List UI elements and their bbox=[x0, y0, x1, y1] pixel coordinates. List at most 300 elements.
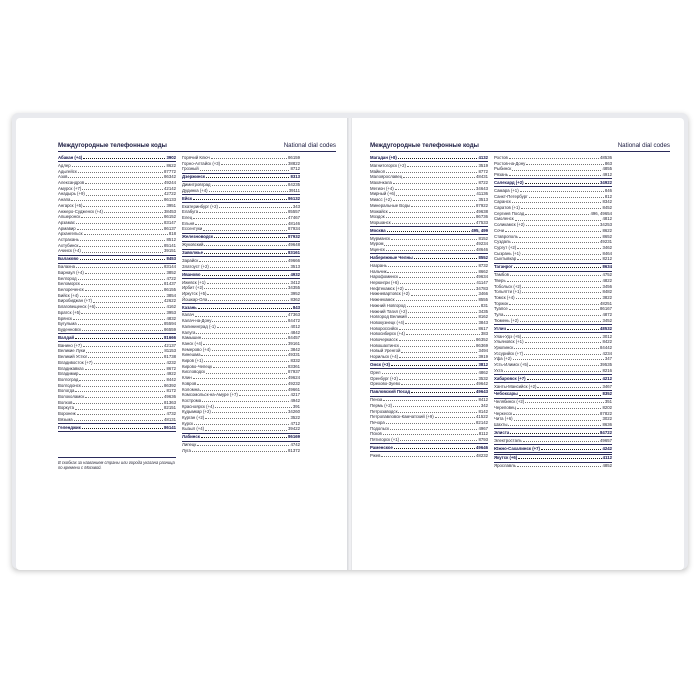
dial-code: 39422 bbox=[288, 426, 300, 432]
dot-leader bbox=[393, 403, 480, 407]
city-name: Дзержинск bbox=[182, 174, 206, 180]
dial-code: 81437 bbox=[164, 281, 176, 287]
codes-column bbox=[494, 155, 612, 469]
header-title-ru: Междугородные телефонные коды bbox=[58, 142, 167, 149]
dial-code: 8422 bbox=[602, 339, 612, 345]
dial-code: 8793 bbox=[478, 437, 488, 443]
city-name: Великие Луки bbox=[58, 348, 86, 354]
dial-code: 47467 bbox=[288, 215, 300, 221]
dial-code: 8464 bbox=[602, 250, 612, 256]
city-name: Калининград (-1) bbox=[182, 323, 216, 329]
dial-code: 41522 bbox=[476, 414, 488, 420]
dial-code: 8313 bbox=[290, 174, 300, 180]
dial-code: 8152 bbox=[478, 235, 488, 241]
dot-leader bbox=[104, 209, 163, 213]
dot-leader bbox=[517, 245, 601, 249]
city-name: Геленджик bbox=[58, 424, 81, 430]
city-name: Калач-на-Дону bbox=[182, 318, 212, 324]
city-name: Арзамас bbox=[58, 219, 76, 225]
dial-code: 4012 bbox=[290, 323, 300, 329]
city-name: Курск bbox=[182, 420, 194, 426]
city-name: Нижнекамск bbox=[370, 297, 395, 303]
dot-leader bbox=[392, 220, 475, 224]
dial-code: 4242 bbox=[602, 445, 612, 451]
dot-leader bbox=[196, 330, 289, 334]
dot-leader bbox=[73, 316, 166, 320]
city-name: Горячий Ключ bbox=[182, 155, 210, 160]
dot-leader bbox=[514, 345, 599, 349]
dot-leader bbox=[411, 203, 475, 207]
dial-code: 496, 49654 bbox=[590, 210, 612, 216]
city-name: Железноводск bbox=[182, 234, 214, 240]
city-code-row bbox=[182, 166, 300, 172]
timezone-note: В скобках за названием страны или города указана разница по времени с Москвой. bbox=[58, 457, 176, 470]
dot-leader bbox=[507, 326, 599, 330]
city-name: Электросталь bbox=[494, 437, 522, 443]
dial-code: 863 bbox=[604, 160, 612, 166]
dot-leader bbox=[80, 256, 166, 260]
city-code-row bbox=[58, 327, 176, 333]
dot-leader bbox=[386, 169, 477, 173]
dot-leader bbox=[387, 228, 471, 232]
city-name: Ростов-на-Дону bbox=[494, 160, 526, 166]
dot-leader bbox=[512, 199, 602, 203]
city-name: Тула bbox=[494, 312, 504, 318]
dial-code: 8622 bbox=[166, 162, 176, 168]
city-name: Хабаровск (+7) bbox=[494, 375, 526, 381]
city-name: Елабуга bbox=[182, 209, 199, 215]
dot-leader bbox=[205, 415, 289, 419]
dial-code: 8452 bbox=[602, 205, 612, 210]
header-title-en: National dial codes bbox=[617, 142, 670, 149]
dial-code: 3462 bbox=[602, 244, 612, 250]
city-name: Вологда bbox=[58, 388, 75, 394]
dial-code: 3854 bbox=[166, 292, 176, 298]
dial-code: 49234 bbox=[476, 241, 488, 247]
dot-leader bbox=[527, 376, 602, 380]
city-name: Туапсе bbox=[494, 306, 508, 312]
city-name: Саратов (+1) bbox=[494, 205, 520, 210]
city-name: Ржев bbox=[370, 452, 381, 458]
city-name: Новый Уренгой bbox=[370, 348, 401, 354]
dot-leader bbox=[202, 335, 287, 339]
dot-leader bbox=[517, 463, 602, 467]
dial-code: 87937 bbox=[288, 369, 300, 375]
city-code-row bbox=[58, 417, 176, 423]
dial-code: 49638 bbox=[476, 208, 488, 214]
dial-code: 48646 bbox=[476, 247, 488, 253]
city-name: Армавир bbox=[58, 225, 76, 231]
city-code-row bbox=[370, 220, 488, 226]
city-name: Шахты bbox=[494, 422, 508, 428]
dial-code: 8162 bbox=[478, 314, 488, 320]
dial-code: 3852 bbox=[166, 269, 176, 275]
dial-code: 843 bbox=[292, 304, 300, 310]
dot-leader bbox=[383, 431, 478, 435]
dial-code: 34253 bbox=[600, 222, 612, 228]
dot-leader bbox=[396, 191, 475, 195]
city-name: Кызыл (+4) bbox=[182, 426, 205, 432]
dot-leader bbox=[388, 263, 478, 267]
dot-leader bbox=[396, 297, 478, 301]
city-name: Нижний Новгород bbox=[370, 302, 406, 308]
city-name: Псков bbox=[370, 431, 382, 437]
city-name: Саранск bbox=[494, 199, 511, 205]
entry-separator bbox=[58, 431, 176, 432]
city-name: Брянск bbox=[58, 315, 72, 321]
dial-code: 34783 bbox=[476, 285, 488, 291]
dial-code: 48536 bbox=[600, 155, 612, 160]
dial-code: 86559 bbox=[164, 326, 176, 332]
dial-code: 3012 bbox=[602, 333, 612, 339]
dot-leader bbox=[504, 312, 601, 316]
city-name: Заволжье bbox=[182, 250, 203, 256]
city-name: Нижневартовск (+2) bbox=[370, 291, 410, 297]
city-name: Орел bbox=[370, 369, 381, 375]
dot-leader bbox=[86, 348, 163, 352]
dial-code: 3466 bbox=[478, 291, 488, 297]
dot-leader bbox=[203, 341, 287, 345]
city-name: Анапа bbox=[58, 197, 71, 203]
dot-leader bbox=[525, 211, 589, 215]
dial-code: 8412 bbox=[478, 397, 488, 403]
city-name: Минеральные Воды bbox=[370, 202, 411, 208]
dot-leader bbox=[510, 272, 602, 276]
city-code-row bbox=[494, 172, 612, 178]
dial-code: 3412 bbox=[290, 279, 300, 285]
city-name: Санкт-Петербург bbox=[494, 193, 528, 199]
city-code-row bbox=[494, 376, 612, 382]
city-code-row bbox=[370, 362, 488, 368]
city-name: Благовещенск (+6) bbox=[58, 304, 96, 310]
city-name: Соликамск (+2) bbox=[494, 222, 525, 228]
dot-leader bbox=[195, 221, 287, 225]
city-code-row bbox=[182, 297, 300, 303]
codes-columns bbox=[370, 155, 670, 469]
dot-leader bbox=[509, 172, 601, 176]
city-name: Ковров bbox=[182, 380, 197, 386]
dial-code: 8202 bbox=[602, 405, 612, 410]
dot-leader bbox=[408, 309, 477, 313]
dot-leader bbox=[209, 188, 288, 192]
dial-code: 85594 bbox=[164, 321, 176, 327]
dot-leader bbox=[508, 422, 601, 426]
dot-leader bbox=[199, 258, 287, 262]
dial-code: 3822 bbox=[602, 294, 612, 300]
dot-leader bbox=[407, 303, 480, 307]
dial-code: 3812 bbox=[478, 362, 488, 368]
dial-code: 3532 bbox=[478, 375, 488, 381]
city-name: Ярославль bbox=[494, 463, 516, 469]
dot-leader bbox=[524, 351, 601, 355]
dot-leader bbox=[537, 384, 601, 388]
dot-leader bbox=[526, 222, 599, 226]
dial-code: 86137 bbox=[164, 225, 176, 231]
city-name: Вязьма bbox=[58, 416, 73, 422]
dial-code: 3467 bbox=[602, 383, 612, 389]
city-name: Барнаул (+4) bbox=[58, 269, 84, 275]
dial-code: 4812 bbox=[602, 216, 612, 222]
dot-leader bbox=[81, 310, 165, 314]
city-name: Владивосток (+7) bbox=[58, 359, 93, 365]
dial-code: 4942 bbox=[290, 397, 300, 403]
city-name: Балахна bbox=[58, 264, 76, 270]
city-name: Махачкала bbox=[370, 180, 392, 185]
city-name: Сергиев Посад bbox=[494, 210, 525, 216]
city-name: Торжок bbox=[494, 300, 509, 306]
city-name: Беломорск bbox=[58, 281, 80, 287]
city-code-row bbox=[182, 305, 300, 311]
city-code-row bbox=[182, 234, 300, 240]
dial-code: 48431 bbox=[476, 174, 488, 180]
city-name: Моздок bbox=[370, 214, 385, 220]
dot-leader bbox=[82, 186, 163, 190]
city-name: Пермь (+2) bbox=[370, 402, 393, 408]
dial-code: 49661 bbox=[288, 386, 300, 392]
city-name: Валдай bbox=[58, 334, 74, 340]
dot-leader bbox=[217, 324, 290, 328]
dot-leader bbox=[214, 234, 287, 238]
dial-code: 4742 bbox=[290, 442, 300, 448]
dial-code: 495, 499 bbox=[471, 227, 488, 233]
dial-code: 83361 bbox=[288, 363, 300, 369]
city-code-row bbox=[494, 318, 612, 324]
dot-leader bbox=[201, 434, 287, 438]
dial-code: 49642 bbox=[476, 381, 488, 387]
city-name: Раменское bbox=[370, 444, 393, 450]
city-name: Калуга bbox=[182, 329, 196, 335]
dial-code: 8332 bbox=[290, 358, 300, 364]
dial-code: 8712 bbox=[290, 166, 300, 172]
dot-leader bbox=[96, 304, 165, 308]
dot-leader bbox=[88, 354, 163, 358]
dial-code: 8352 bbox=[602, 391, 612, 397]
city-name: Жуковский bbox=[182, 242, 204, 248]
city-name: Апшеронск bbox=[58, 214, 81, 220]
city-name: Коломна bbox=[182, 386, 200, 392]
dial-code: 8442 bbox=[166, 376, 176, 382]
city-name: Нарофоминск bbox=[370, 274, 398, 280]
city-name: Сыктывкар bbox=[494, 256, 517, 262]
dial-code: 4722 bbox=[166, 275, 176, 281]
dial-code: 4862 bbox=[478, 369, 488, 375]
dot-leader bbox=[219, 204, 292, 208]
dot-leader bbox=[204, 285, 287, 289]
dot-leader bbox=[513, 411, 599, 415]
city-name: Уфа (+2) bbox=[494, 356, 512, 362]
dot-leader bbox=[81, 281, 163, 285]
city-code-row bbox=[494, 368, 612, 374]
city-code-row bbox=[182, 242, 300, 248]
city-name: Волоколамск bbox=[58, 394, 85, 400]
dial-code: 81372 bbox=[288, 447, 300, 453]
dial-code: 49636 bbox=[164, 394, 176, 400]
city-name: Муром bbox=[370, 241, 384, 247]
city-name: Бийск (+4) bbox=[58, 292, 79, 298]
city-name: Мирный (+6) bbox=[370, 191, 396, 197]
dot-leader bbox=[86, 191, 163, 195]
city-name: Петрозаводск bbox=[370, 408, 398, 414]
dot-leader bbox=[405, 286, 476, 290]
city-name: Якутск (+6) bbox=[494, 455, 518, 461]
city-code-row bbox=[58, 335, 176, 341]
dot-leader bbox=[520, 318, 602, 322]
city-name: Лабинск bbox=[182, 434, 200, 440]
dial-code: 8672 bbox=[166, 365, 176, 371]
city-name: Кудымкар (+2) bbox=[182, 409, 211, 415]
dot-leader bbox=[85, 270, 166, 274]
dial-code: 4212 bbox=[602, 375, 612, 381]
dial-code: 8552 bbox=[478, 255, 488, 260]
dial-code: 4855 bbox=[602, 166, 612, 172]
city-code-row bbox=[494, 463, 612, 469]
city-name: Рязань bbox=[494, 172, 509, 178]
dot-leader bbox=[198, 305, 292, 309]
dial-code: 8342 bbox=[602, 199, 612, 205]
dial-code: 8172 bbox=[166, 388, 176, 394]
dot-leader bbox=[411, 389, 475, 393]
dot-leader bbox=[203, 226, 287, 230]
city-name: Миасс (+2) bbox=[370, 197, 392, 203]
city-code-row bbox=[370, 228, 488, 234]
dot-leader bbox=[386, 247, 475, 251]
dot-leader bbox=[78, 169, 163, 173]
dot-leader bbox=[205, 426, 287, 430]
dial-code: 3519 bbox=[478, 162, 488, 168]
city-name: Нерюнгри (+6) bbox=[370, 280, 399, 285]
page-header bbox=[370, 142, 670, 152]
dial-code: 4712 bbox=[290, 420, 300, 426]
dial-code: 47533 bbox=[476, 219, 488, 225]
header-title-en: National dial codes bbox=[283, 142, 336, 149]
city-name: Чита (+6) bbox=[494, 416, 513, 422]
city-name: Павловский Посад bbox=[370, 389, 411, 395]
dot-leader bbox=[85, 366, 166, 370]
dot-leader bbox=[400, 343, 475, 347]
dot-leader bbox=[193, 196, 287, 200]
dot-leader bbox=[80, 293, 166, 297]
dot-leader bbox=[78, 321, 163, 325]
city-code-row bbox=[494, 256, 612, 262]
city-name: Камышин bbox=[182, 335, 202, 341]
dot-leader bbox=[394, 445, 475, 449]
city-code-row bbox=[182, 448, 300, 454]
dial-code: 8622 bbox=[602, 227, 612, 233]
city-name: Ханты-Мансийск (+2) bbox=[494, 383, 537, 389]
city-name: Петропавловск-Камчатский (+9) bbox=[370, 414, 434, 420]
dial-code: 86169 bbox=[288, 434, 300, 440]
dot-leader bbox=[522, 334, 601, 338]
dot-leader bbox=[79, 371, 165, 375]
codes-column bbox=[58, 155, 176, 454]
dot-leader bbox=[399, 326, 477, 330]
dial-code: 4162 bbox=[166, 304, 176, 310]
dot-leader bbox=[204, 358, 290, 362]
city-name: Казань bbox=[182, 304, 197, 310]
city-name: Кирово-Чепецк bbox=[182, 363, 213, 369]
dial-code: 83144 bbox=[164, 264, 176, 270]
codes-columns bbox=[58, 155, 336, 454]
city-name: Тобольск (+2) bbox=[494, 283, 522, 289]
dial-code: 49648 bbox=[288, 242, 300, 248]
city-name: Горно-Алтайск (+3) bbox=[182, 160, 221, 166]
city-name: Кострома bbox=[182, 397, 202, 403]
city-code-row bbox=[494, 384, 612, 390]
city-name: Абакан (+4) bbox=[58, 155, 83, 160]
dial-code: 87934 bbox=[288, 226, 300, 232]
dial-code: 3902 bbox=[166, 155, 176, 160]
dial-code: 8617 bbox=[478, 325, 488, 331]
city-code-row bbox=[58, 256, 176, 262]
dial-code: 391 bbox=[292, 403, 300, 409]
city-code-row bbox=[58, 248, 176, 254]
dot-leader bbox=[195, 312, 287, 316]
dot-leader bbox=[541, 446, 601, 450]
dial-code: 86736 bbox=[476, 214, 488, 220]
dot-leader bbox=[207, 291, 289, 295]
dial-code: 8482 bbox=[602, 289, 612, 295]
dot-leader bbox=[85, 394, 163, 398]
dot-leader bbox=[520, 188, 604, 192]
dot-leader bbox=[84, 231, 168, 235]
city-code-row bbox=[182, 174, 300, 180]
city-name: Ванино (+7) bbox=[58, 342, 82, 348]
dial-code: 42622 bbox=[164, 298, 176, 304]
dial-code: 42722 bbox=[164, 191, 176, 197]
dial-code: 34260 bbox=[288, 409, 300, 415]
city-name: Суздаль bbox=[494, 239, 511, 245]
dot-leader bbox=[407, 163, 478, 167]
city-name: Зарайск bbox=[182, 258, 199, 264]
dial-code: 8732 bbox=[478, 262, 488, 268]
city-name: Пенза bbox=[370, 397, 383, 403]
dot-leader bbox=[215, 404, 292, 408]
city-name: Сургут (+2) bbox=[494, 244, 517, 250]
dot-leader bbox=[391, 236, 478, 240]
dot-leader bbox=[414, 255, 478, 259]
city-name: Канск (+4) bbox=[182, 340, 203, 346]
dial-code: 49657 bbox=[600, 437, 612, 443]
dot-leader bbox=[509, 306, 599, 310]
dot-leader bbox=[75, 335, 163, 339]
dot-leader bbox=[202, 398, 289, 402]
city-code-row bbox=[370, 255, 488, 261]
dot-leader bbox=[504, 368, 601, 372]
dial-code: 86167 bbox=[600, 306, 612, 312]
city-code-row bbox=[494, 430, 612, 436]
dial-code: 8112 bbox=[478, 431, 488, 437]
dot-leader bbox=[393, 197, 478, 201]
dot-leader bbox=[197, 381, 287, 385]
city-name: Клин bbox=[182, 375, 192, 381]
city-code-row bbox=[494, 264, 612, 270]
dial-code: 39151 bbox=[164, 248, 176, 254]
city-name: Углич bbox=[494, 325, 507, 331]
city-name: Адлер bbox=[58, 162, 71, 168]
city-name: Пятигорск (+1) bbox=[370, 437, 400, 443]
dot-leader bbox=[399, 354, 477, 358]
city-name: Нефтекамск (+2) bbox=[370, 285, 404, 291]
dial-code: 39161 bbox=[288, 340, 300, 346]
dial-code: 3435 bbox=[478, 308, 488, 314]
dot-leader bbox=[521, 205, 602, 209]
codes-column bbox=[182, 155, 300, 454]
dial-code: 41136 bbox=[476, 191, 488, 197]
city-code-row bbox=[58, 425, 176, 431]
city-name: Челябинск (+2) bbox=[494, 399, 525, 405]
dial-code: 49244 bbox=[164, 180, 176, 185]
city-name: Нижний Тагил (+2) bbox=[370, 308, 407, 314]
